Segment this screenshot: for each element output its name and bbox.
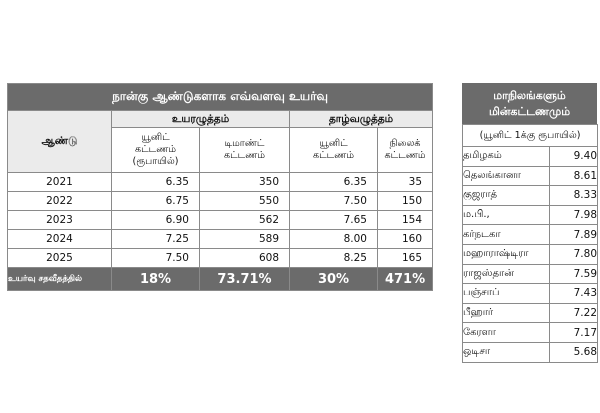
state-name: பீஹார்: [463, 303, 550, 323]
total-cell: 73.71%: [200, 268, 290, 291]
table-row: [463, 264, 598, 284]
table-title: நான்கு ஆண்டுகளாக எவ்வளவு உயர்வு: [8, 84, 433, 111]
table-cell: 6.90: [112, 211, 200, 230]
table-cell: 150: [378, 192, 433, 211]
column-header: டிமாண்ட் கட்டணம்: [200, 128, 290, 173]
table-row: [463, 166, 598, 186]
unit-note: (யூனிட் 1க்கு ரூபாயில்): [463, 125, 598, 147]
table-row: [463, 147, 598, 167]
state-name: கேரளா: [463, 323, 550, 343]
table-cell: 7.50: [112, 249, 200, 268]
state-name: கர்நடகா: [463, 225, 550, 245]
table-cell: 350: [200, 173, 290, 192]
table-cell: 608: [200, 249, 290, 268]
table-row: [463, 342, 598, 362]
total-cell: 471%: [378, 268, 433, 291]
column-header: யூனிட் கட்டணம்: [290, 128, 378, 173]
total-cell: 18%: [112, 268, 200, 291]
table-row: [463, 244, 598, 264]
state-value: 7.80: [550, 244, 598, 264]
state-value: 7.89: [550, 225, 598, 245]
state-name: ஒடிசா: [463, 342, 550, 362]
table-cell: 6.35: [290, 173, 378, 192]
table-cell: 8.00: [290, 230, 378, 249]
table-row: [8, 249, 433, 268]
table-cell: 6.35: [112, 173, 200, 192]
year-cell: 2022: [8, 192, 112, 211]
table-cell: 589: [200, 230, 290, 249]
table-cell: 160: [378, 230, 433, 249]
table-cell: 154: [378, 211, 433, 230]
table-row: [8, 211, 433, 230]
table-row: [8, 173, 433, 192]
table-row: [463, 323, 598, 343]
table-row: [8, 192, 433, 211]
table-row: [463, 205, 598, 225]
state-name: தெலங்கானா: [463, 166, 550, 186]
table-cell: 550: [200, 192, 290, 211]
table-cell: 165: [378, 249, 433, 268]
state-value: 5.68: [550, 342, 598, 362]
table-cell: 8.25: [290, 249, 378, 268]
state-value: 7.43: [550, 284, 598, 304]
total-cell: 30%: [290, 268, 378, 291]
state-tariff-panel: [462, 83, 597, 363]
year-cell: 2025: [8, 249, 112, 268]
table-cell: 7.25: [112, 230, 200, 249]
side-title-line: மின்கட்டணமும்: [488, 105, 571, 118]
table-cell: 7.50: [290, 192, 378, 211]
year-cell: 2021: [8, 173, 112, 192]
table-row: [463, 186, 598, 206]
table-cell: 7.65: [290, 211, 378, 230]
state-value: 8.61: [550, 166, 598, 186]
state-name: மஹாராஷ்டிரா: [463, 244, 550, 264]
state-value: 8.33: [550, 186, 598, 206]
side-title: [462, 83, 597, 124]
column-header: யூனிட் கட்டணம் (ரூபாயில்): [112, 128, 200, 173]
year-column-header: ஆண்டு: [8, 111, 112, 173]
table-row: [463, 225, 598, 245]
total-label: உயர்வு சதவீதத்தில்: [8, 268, 112, 291]
state-value: 7.98: [550, 205, 598, 225]
column-header: நிலைக் கட்டணம்: [378, 128, 433, 173]
side-title-line: மாநிலங்களும்: [493, 89, 566, 102]
table-cell: 35: [378, 173, 433, 192]
state-name: ம.பி.,: [463, 205, 550, 225]
state-tariff-table: [462, 124, 598, 363]
unit-note-row: [463, 125, 598, 147]
state-name: தமிழகம்: [463, 147, 550, 167]
state-name: பஞ்சாப்: [463, 284, 550, 304]
percentage-increase-row: [8, 268, 433, 291]
table-cell: 6.75: [112, 192, 200, 211]
table-row: [463, 303, 598, 323]
state-value: 7.59: [550, 264, 598, 284]
year-cell: 2024: [8, 230, 112, 249]
state-value: 9.40: [550, 147, 598, 167]
tariff-increase-table: [7, 83, 433, 291]
state-name: ராஜஸ்தான்: [463, 264, 550, 284]
table-cell: 562: [200, 211, 290, 230]
low-voltage-group-header: தாழ்வழுத்தம்: [290, 111, 433, 128]
state-value: 7.22: [550, 303, 598, 323]
year-cell: 2023: [8, 211, 112, 230]
table-row: [463, 284, 598, 304]
state-name: குஜராத்: [463, 186, 550, 206]
table-row: [8, 230, 433, 249]
high-voltage-group-header: உயரழுத்தம்: [112, 111, 290, 128]
state-value: 7.17: [550, 323, 598, 343]
